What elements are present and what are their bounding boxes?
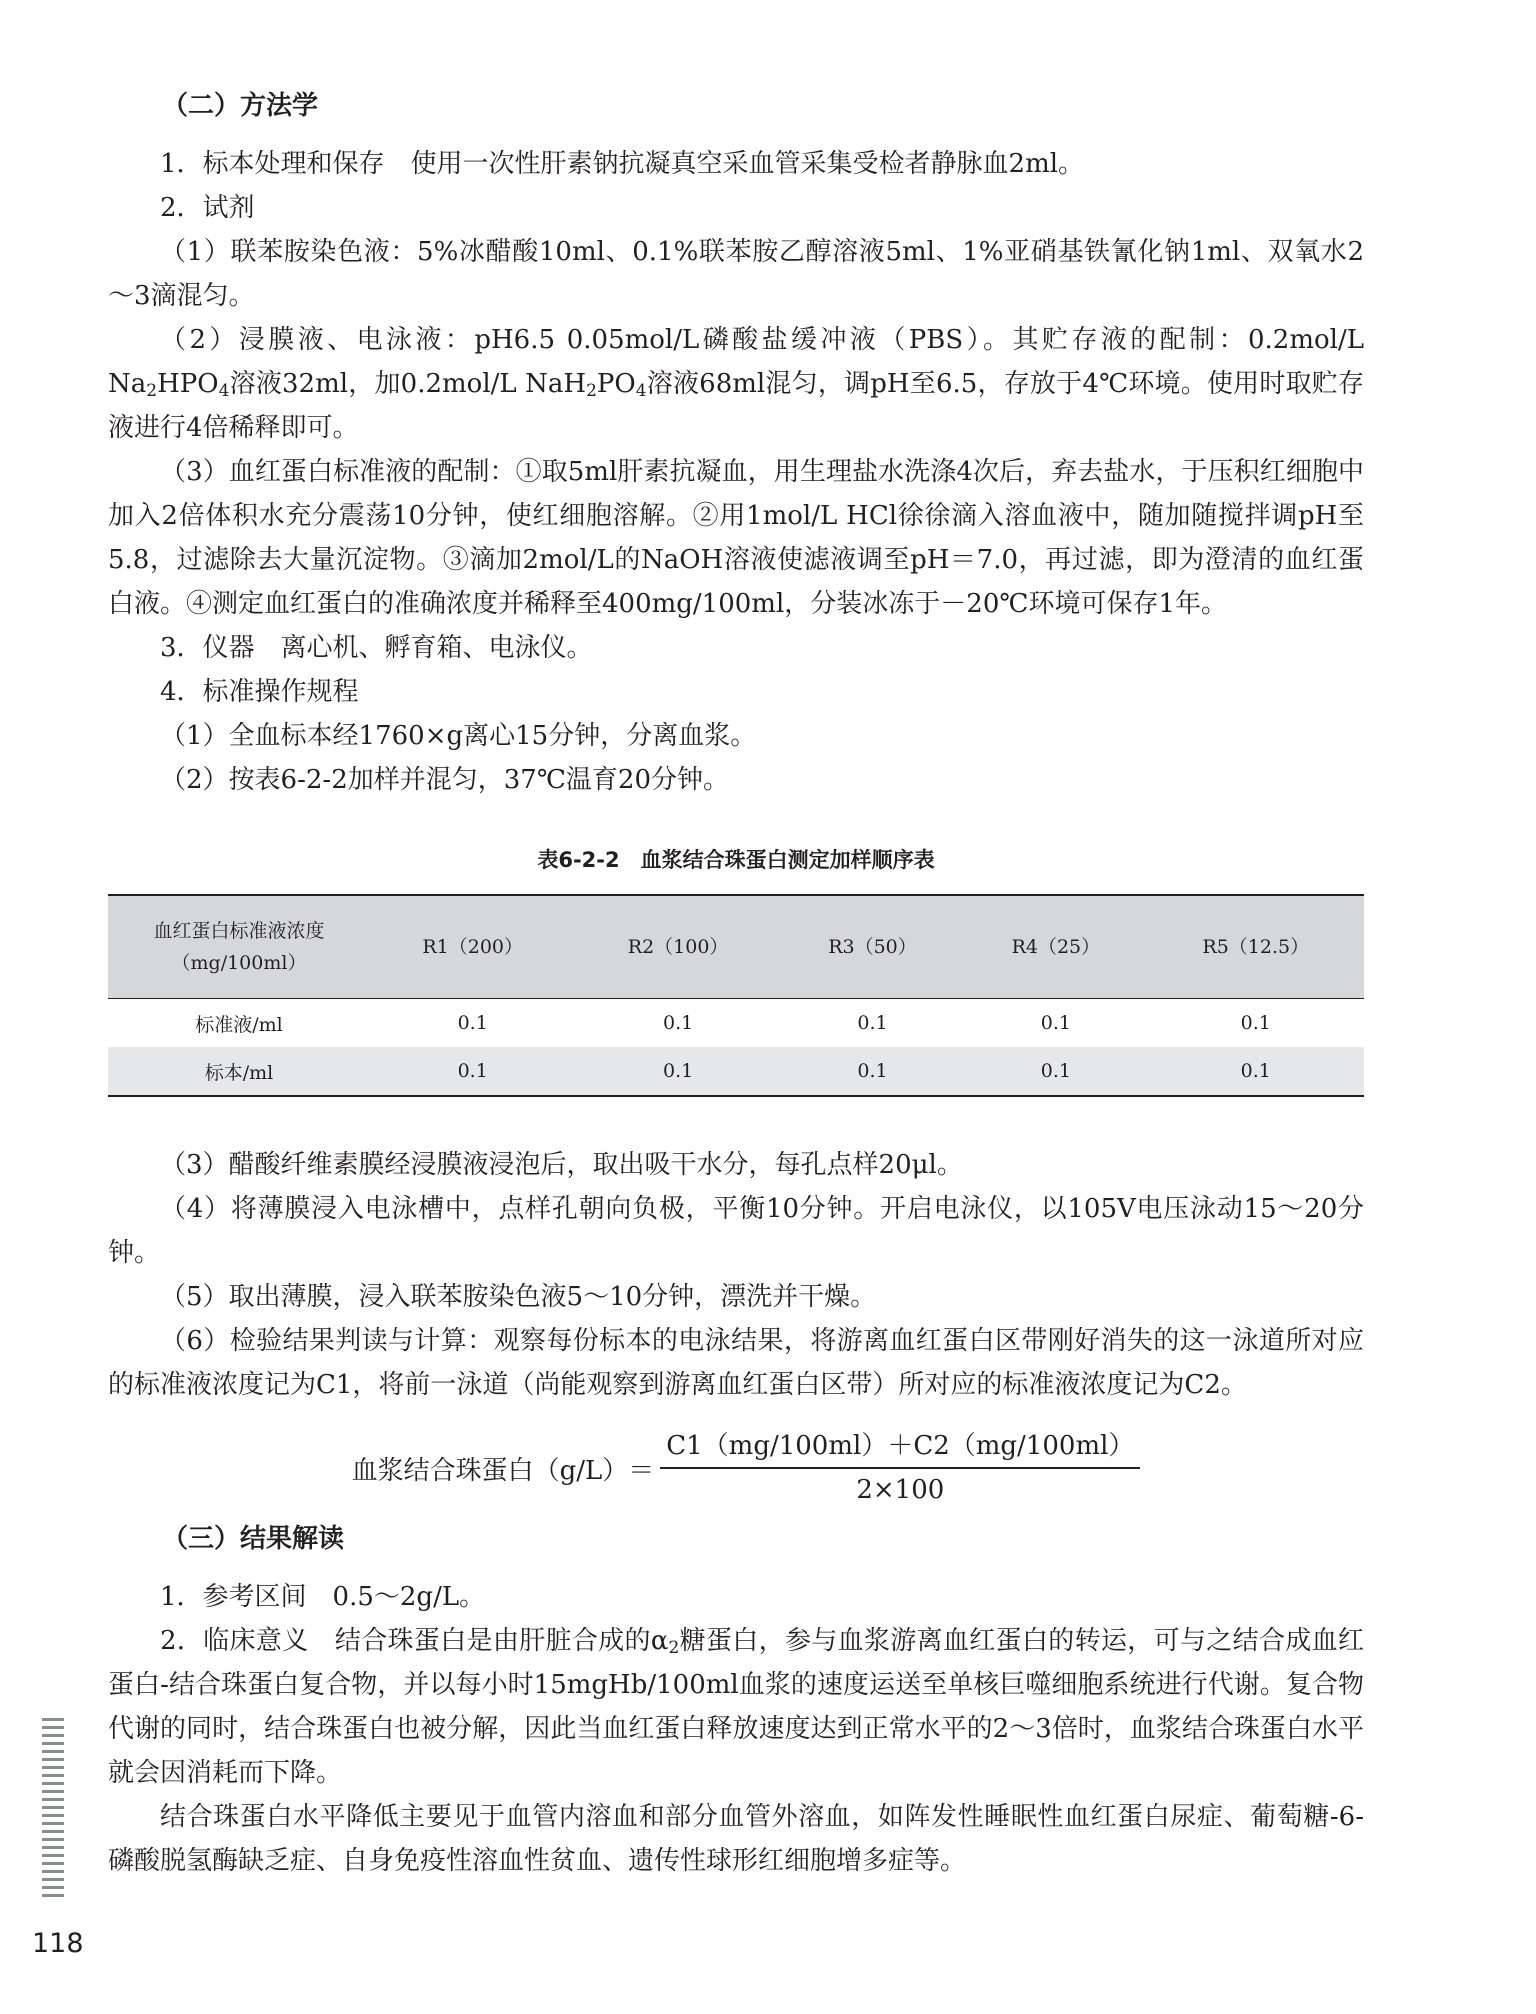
paragraph: （1）联苯胺染色液：5%冰醋酸10ml、0.1%联苯胺乙醇溶液5ml、1%亚硝基铁氰化钠1ml、双氧水2～3滴混匀。: [108, 237, 1364, 311]
section-title-interpretation: （三）结果解读: [162, 1524, 345, 1554]
formula-lhs: 血浆结合珠蛋白（g/L）＝: [351, 1455, 655, 1486]
paragraph: （3）血红蛋白标准液的配制：①取5ml肝素抗凝血，用生理盐水洗涤4次后，弃去盐水，于压积红细胞中加入2倍体积水充分震荡10分钟，使红细胞溶解。②用1mol/L HCl徐徐滴入溶血液中，随加随搅拌调pH至5.8，过滤除去大量沉淀物。③滴加2mol/L的NaOH溶液使滤液调至pH＝7.0，再过滤，即为澄清的血红蛋白液。④测定血红蛋白的准确浓度并稀释至400mg/100ml，分装冰冻于－20℃环境可保存1年。: [108, 457, 1364, 619]
table-row-label: 标准液/ml: [195, 1013, 283, 1036]
paragraph: 结合珠蛋白水平降低主要见于血管内溶血和部分血管外溶血，如阵发性睡眠性血红蛋白尿症、葡萄糖-6-磷酸脱氢酶缺乏症、自身免疫性溶血性贫血、遗传性球形红细胞增多症等。: [108, 1802, 1364, 1876]
section-title-methodology: （二）方法学: [162, 91, 319, 121]
paragraph: （2）按表6-2-2加样并混匀，37℃温育20分钟。: [160, 765, 729, 795]
paragraph: （6）检验结果判读与计算：观察每份标本的电泳结果，将游离血红蛋白区带刚好消失的这一泳道所对应的标准液浓度记为C1，将前一泳道（尚能观察到游离血红蛋白区带）所对应的标准液浓度记为C2。: [108, 1326, 1364, 1400]
table-cell: 0.1: [663, 1060, 694, 1082]
paragraph-reference-range: 1．参考区间 0.5～2g/L。: [160, 1582, 486, 1612]
table-caption: 表6-2-2 血浆结合珠蛋白测定加样顺序表: [537, 848, 935, 872]
table-header-cell: R4（25）: [1011, 936, 1101, 958]
table-header-cell: R5（12.5）: [1202, 936, 1310, 958]
paragraph: （5）取出薄膜，浸入联苯胺染色液5～10分钟，漂洗并干燥。: [160, 1282, 877, 1312]
margin-decoration: [42, 1718, 64, 1902]
paragraph-pbs: （2）浸膜液、电泳液：pH6.5 0.05mol/L磷酸盐缓冲液（PBS）。其贮存液的配制：0.2mol/L $Na_2HPO_4$溶液32ml，加0.2mol/L $NaH_2PO_4$溶液68ml混匀，调pH至6.5，存放于4℃环境。使用时取贮存液进行4倍稀释即可。: [108, 325, 1364, 443]
table-cell: 0.1: [1040, 1060, 1071, 1082]
table-cell: 0.1: [857, 1012, 888, 1034]
table-header-concentration: 血红蛋白标准液浓度 （mg/100ml）: [153, 920, 325, 974]
page-body: [108, 88, 1364, 1883]
paragraph: 4．标准操作规程: [160, 677, 359, 707]
table-header-cell: R2（100）: [627, 936, 729, 958]
table-cell: 0.1: [457, 1060, 488, 1082]
page-number: 118: [32, 1928, 84, 1959]
table-cell: 0.1: [1240, 1060, 1271, 1082]
table-header-cell: R3（50）: [828, 936, 917, 958]
table-cell: 0.1: [663, 1012, 694, 1034]
paragraph: （3）醋酸纤维素膜经浸膜液浸泡后，取出吸干水分，每孔点样20μl。: [160, 1150, 963, 1180]
formula-fraction: [660, 1429, 1140, 1507]
table-row-label: 标本/ml: [204, 1061, 274, 1084]
paragraph: （4）将薄膜浸入电泳槽中，点样孔朝向负极，平衡10分钟。开启电泳仪，以105V电压泳动15～20分钟。: [108, 1194, 1364, 1268]
formula-numerator: C1（mg/100ml）＋C2（mg/100ml）: [660, 1429, 1140, 1469]
table-cell: 0.1: [457, 1012, 488, 1034]
table-header-row: [108, 895, 1364, 999]
table-header-cell: R1（200）: [422, 936, 524, 958]
table-row: [108, 999, 1364, 1048]
post-table-steps: [108, 1143, 1364, 1407]
haptoglobin-formula: [108, 1429, 1364, 1507]
paragraph-clinical-significance: 2．临床意义 结合珠蛋白是由肝脏合成的$\alpha_2$糖蛋白，参与血浆游离血红蛋白的转运，可与之结合成血红蛋白-结合珠蛋白复合物，并以每小时15mgHb/100ml血浆的速度运送至单核巨噬细胞系统进行代谢。复合物代谢的同时，结合珠蛋白也被分解，因此当血红蛋白释放速度达到正常水平的2～3倍时，血浆结合珠蛋白水平就会因消耗而下降。: [108, 1626, 1364, 1788]
sample-order-table: [108, 894, 1364, 1097]
table-cell: 0.1: [857, 1060, 888, 1082]
paragraph: 1．标本处理和保存 使用一次性肝素钠抗凝真空采血管采集受检者静脉血2ml。: [160, 149, 1085, 179]
paragraph: （1）全血标本经1760×g离心15分钟，分离血浆。: [160, 721, 757, 751]
table-cell: 0.1: [1240, 1012, 1271, 1034]
paragraph: 3．仪器 离心机、孵育箱、电泳仪。: [160, 633, 593, 663]
table-cell: 0.1: [1040, 1012, 1071, 1034]
table-row: [108, 1047, 1364, 1096]
formula-denominator: 2×100: [856, 1475, 945, 1505]
paragraph: 2．试剂: [160, 193, 255, 223]
